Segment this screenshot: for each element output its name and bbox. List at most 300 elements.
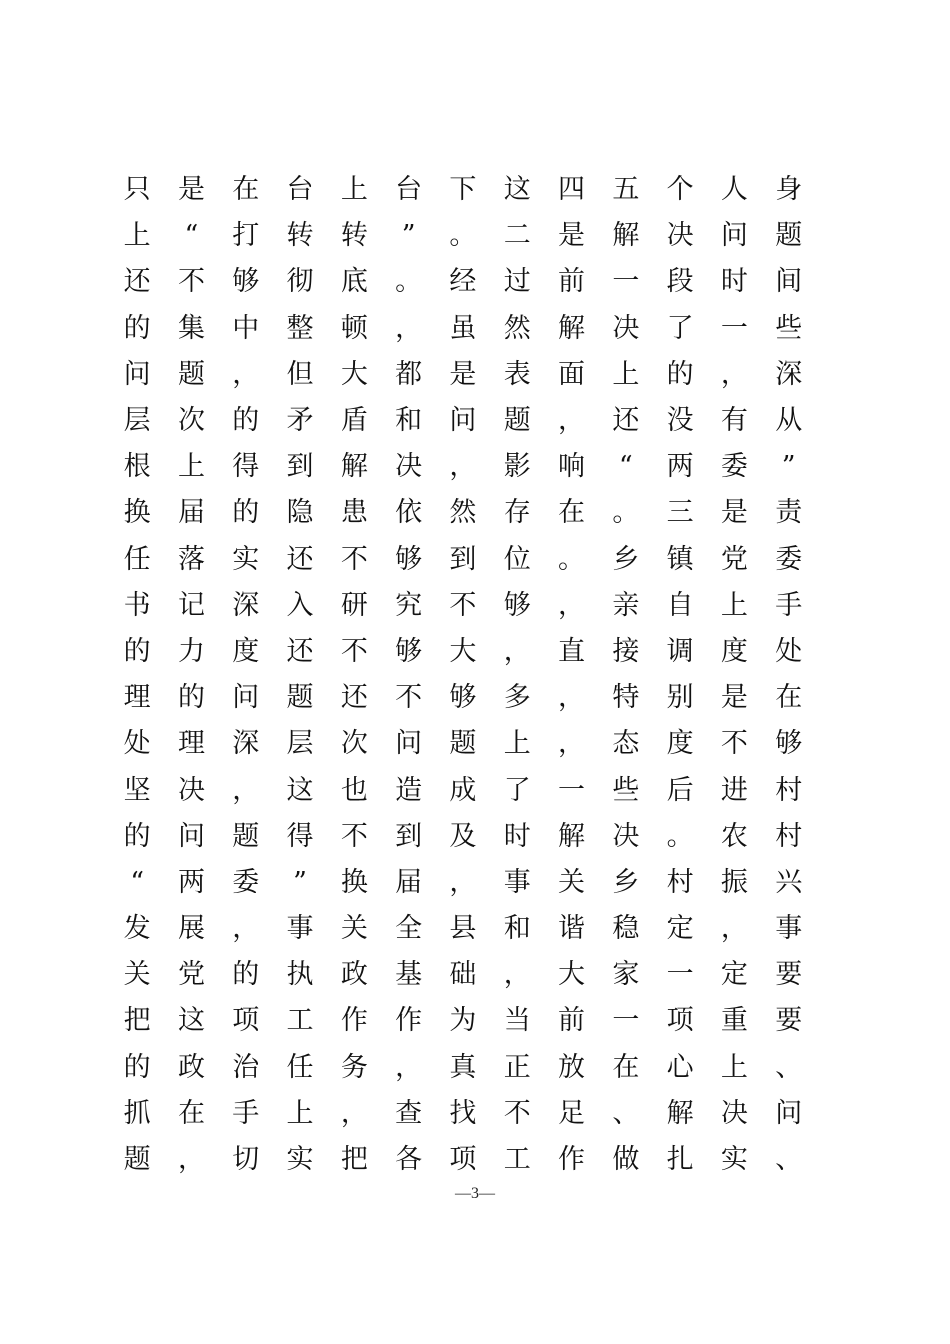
- text-char: 态: [612, 728, 640, 760]
- text-char: 作: [558, 1144, 586, 1176]
- text-char: 关: [558, 866, 586, 898]
- text-char: 不: [340, 543, 368, 575]
- text-char: 工: [503, 1144, 531, 1176]
- text-char: 自: [666, 589, 694, 621]
- text-char: 两: [177, 866, 205, 898]
- text-char: 项: [666, 1005, 694, 1037]
- text-char: 的: [123, 1051, 151, 1083]
- text-line: [110, 767, 816, 813]
- text-char: ，: [720, 913, 748, 945]
- text-char: 也: [340, 774, 368, 806]
- text-char: 是: [177, 174, 205, 206]
- text-char: 基: [395, 959, 423, 991]
- text-char: 问: [395, 728, 423, 760]
- text-char: “: [184, 220, 199, 252]
- text-char: 够: [395, 635, 423, 667]
- text-char: 在: [775, 682, 803, 714]
- text-char: 、: [775, 1051, 803, 1083]
- text-char: ，: [395, 1051, 423, 1083]
- text-char: 两: [666, 451, 694, 483]
- text-char: 足: [558, 1097, 586, 1129]
- text-char: 直: [558, 635, 586, 667]
- text-char: 及: [449, 820, 477, 852]
- text-char: 。: [558, 543, 586, 575]
- text-line: [110, 1091, 816, 1137]
- text-char: ”: [781, 451, 796, 483]
- text-char: 实: [720, 1144, 748, 1176]
- text-char: 只: [123, 174, 151, 206]
- text-char: 隐: [286, 497, 314, 529]
- text-char: 政: [177, 1051, 205, 1083]
- text-char: 些: [775, 312, 803, 344]
- text-char: 上: [123, 220, 151, 252]
- text-line: [110, 352, 816, 398]
- text-char: 依: [395, 497, 423, 529]
- text-char: 项: [232, 1005, 260, 1037]
- text-char: 换: [340, 866, 368, 898]
- text-char: 虽: [449, 312, 477, 344]
- text-char: 乡: [612, 866, 640, 898]
- text-char: 问: [775, 1097, 803, 1129]
- text-char: 到: [395, 820, 423, 852]
- text-line: [110, 1137, 816, 1183]
- text-char: 关: [123, 959, 151, 991]
- text-char: 不: [720, 728, 748, 760]
- text-char: 没: [666, 405, 694, 437]
- text-char: 然: [503, 312, 531, 344]
- text-char: 关: [340, 913, 368, 945]
- text-char: 盾: [340, 405, 368, 437]
- text-char: 得: [232, 451, 260, 483]
- text-char: 身: [775, 174, 803, 206]
- text-char: 一: [720, 312, 748, 344]
- text-char: 上: [340, 174, 368, 206]
- text-char: 全: [395, 913, 423, 945]
- text-line: [110, 814, 816, 860]
- text-char: 彻: [286, 266, 314, 298]
- text-char: 找: [449, 1097, 477, 1129]
- text-char: 深: [232, 728, 260, 760]
- text-char: 的: [123, 635, 151, 667]
- text-char: 届: [177, 497, 205, 529]
- text-char: 的: [123, 312, 151, 344]
- text-char: ，: [232, 774, 260, 806]
- text-char: 问: [449, 405, 477, 437]
- text-char: 的: [666, 358, 694, 390]
- text-char: 前: [558, 1005, 586, 1037]
- text-char: 解: [612, 220, 640, 252]
- text-char: 经: [449, 266, 477, 298]
- text-char: 研: [340, 589, 368, 621]
- text-char: 理: [177, 728, 205, 760]
- text-char: 村: [666, 866, 694, 898]
- text-char: 务: [340, 1051, 368, 1083]
- text-char: 然: [449, 497, 477, 529]
- text-char: 矛: [286, 405, 314, 437]
- text-char: 解: [558, 820, 586, 852]
- text-char: 一: [666, 959, 694, 991]
- text-char: ，: [177, 1144, 205, 1176]
- text-char: 解: [666, 1097, 694, 1129]
- text-char: 层: [286, 728, 314, 760]
- text-char: 处: [775, 635, 803, 667]
- text-char: 当: [503, 1005, 531, 1037]
- text-char: 但: [286, 358, 314, 390]
- text-char: ”: [293, 866, 307, 898]
- text-char: 够: [449, 682, 477, 714]
- text-char: 大: [340, 358, 368, 390]
- text-char: 得: [286, 820, 314, 852]
- text-char: 在: [177, 1097, 205, 1129]
- text-char: 时: [503, 820, 531, 852]
- text-char: 题: [286, 682, 314, 714]
- text-char: 。: [612, 497, 640, 529]
- text-char: 决: [177, 774, 205, 806]
- text-char: 成: [449, 774, 477, 806]
- text-char: 上: [286, 1097, 314, 1129]
- text-char: 问: [177, 820, 205, 852]
- text-char: 是: [720, 682, 748, 714]
- text-char: 。: [449, 220, 477, 252]
- text-char: 都: [395, 358, 423, 390]
- text-char: ，: [558, 589, 586, 621]
- page-number: —3—: [455, 1185, 495, 1202]
- text-char: 决: [666, 220, 694, 252]
- text-char: 扎: [666, 1144, 694, 1176]
- text-char: 的: [232, 497, 260, 529]
- text-char: 特: [612, 682, 640, 714]
- text-char: 题: [177, 358, 205, 390]
- text-char: 题: [775, 220, 803, 252]
- text-char: 存: [503, 497, 531, 529]
- text-char: 上: [720, 1051, 748, 1083]
- text-char: 手: [232, 1097, 260, 1129]
- text-char: “: [618, 451, 633, 483]
- text-char: 切: [232, 1144, 260, 1176]
- text-char: 定: [720, 959, 748, 991]
- text-char: 手: [775, 589, 803, 621]
- text-char: 换: [123, 497, 151, 529]
- text-char: 把: [340, 1144, 368, 1176]
- text-char: 中: [232, 312, 260, 344]
- text-char: 够: [503, 589, 531, 621]
- text-char: 这: [286, 774, 314, 806]
- text-char: 转: [340, 220, 368, 252]
- text-char: 打: [232, 220, 260, 252]
- text-line: [110, 721, 816, 767]
- text-char: 底: [340, 266, 368, 298]
- text-char: 要: [775, 959, 803, 991]
- text-char: 问: [720, 220, 748, 252]
- text-line: [110, 675, 816, 721]
- text-char: 后: [666, 774, 694, 806]
- text-char: 个: [666, 174, 694, 206]
- text-line: [110, 167, 816, 213]
- text-char: 上: [720, 589, 748, 621]
- text-char: 、: [612, 1097, 640, 1129]
- text-char: 入: [286, 589, 314, 621]
- text-char: 村: [775, 820, 803, 852]
- text-char: 整: [286, 312, 314, 344]
- text-char: 把: [123, 1005, 151, 1037]
- text-char: 题: [232, 820, 260, 852]
- text-char: 乡: [612, 543, 640, 575]
- text-char: 书: [123, 589, 151, 621]
- text-char: 事: [775, 913, 803, 945]
- text-char: 顿: [340, 312, 368, 344]
- text-char: 稳: [612, 913, 640, 945]
- text-char: 题: [449, 728, 477, 760]
- text-line: [110, 213, 816, 259]
- text-char: 深: [232, 589, 260, 621]
- text-char: 调: [666, 635, 694, 667]
- text-char: 人: [720, 174, 748, 206]
- text-char: 处: [123, 728, 151, 760]
- text-char: 展: [177, 913, 205, 945]
- text-char: 决: [612, 820, 640, 852]
- text-char: 村: [775, 774, 803, 806]
- text-char: 层: [123, 405, 151, 437]
- text-char: 间: [775, 266, 803, 298]
- text-char: ，: [340, 1097, 368, 1129]
- text-char: 兴: [775, 866, 803, 898]
- text-char: 够: [775, 728, 803, 760]
- text-line: [110, 583, 816, 629]
- text-char: 时: [720, 266, 748, 298]
- text-char: 做: [612, 1144, 640, 1176]
- text-char: 上: [177, 451, 205, 483]
- text-char: 作: [340, 1005, 368, 1037]
- text-char: 不: [449, 589, 477, 621]
- text-char: ，: [395, 312, 423, 344]
- text-line: [110, 952, 816, 998]
- text-char: 还: [286, 635, 314, 667]
- text-char: 的: [123, 820, 151, 852]
- text-char: 抓: [123, 1097, 151, 1129]
- text-char: ”: [401, 220, 416, 252]
- text-line: [110, 490, 816, 536]
- text-char: 影: [503, 451, 531, 483]
- text-char: 发: [123, 913, 151, 945]
- text-char: 党: [177, 959, 205, 991]
- text-char: 农: [720, 820, 748, 852]
- text-char: 解: [340, 451, 368, 483]
- text-char: 党: [720, 543, 748, 575]
- text-char: 为: [449, 1005, 477, 1037]
- text-line: [110, 906, 816, 952]
- text-char: 事: [286, 913, 314, 945]
- text-char: 前: [558, 266, 586, 298]
- text-char: 谐: [558, 913, 586, 945]
- text-char: 大: [449, 635, 477, 667]
- text-char: 过: [503, 266, 531, 298]
- text-char: 的: [232, 959, 260, 991]
- text-line: [110, 629, 816, 675]
- text-char: 度: [232, 635, 260, 667]
- text-char: 届: [395, 866, 423, 898]
- text-char: 上: [503, 728, 531, 760]
- text-char: 决: [612, 312, 640, 344]
- text-char: ，: [558, 682, 586, 714]
- text-char: 的: [177, 682, 205, 714]
- text-line: [110, 444, 816, 490]
- text-char: 落: [177, 543, 205, 575]
- text-char: 还: [123, 266, 151, 298]
- text-char: 四: [558, 174, 586, 206]
- text-char: 任: [123, 543, 151, 575]
- body-text: [110, 167, 816, 1183]
- text-char: 是: [720, 497, 748, 529]
- text-char: 还: [612, 405, 640, 437]
- text-char: 了: [503, 774, 531, 806]
- text-char: 力: [177, 635, 205, 667]
- text-char: 振: [720, 866, 748, 898]
- text-char: 在: [232, 174, 260, 206]
- text-char: 定: [666, 913, 694, 945]
- text-char: 记: [177, 589, 205, 621]
- text-char: 镇: [666, 543, 694, 575]
- text-char: 委: [775, 543, 803, 575]
- text-char: ，: [449, 866, 477, 898]
- text-line: [110, 860, 816, 906]
- text-char: 是: [449, 358, 477, 390]
- text-line: [110, 998, 816, 1044]
- text-char: 转: [286, 220, 314, 252]
- text-char: 要: [775, 1005, 803, 1037]
- text-char: 集: [177, 312, 205, 344]
- text-char: 些: [612, 774, 640, 806]
- text-char: 上: [612, 358, 640, 390]
- text-char: 决: [395, 451, 423, 483]
- text-char: 查: [395, 1097, 423, 1129]
- text-line: [110, 537, 816, 583]
- text-char: 够: [232, 266, 260, 298]
- text-char: 础: [449, 959, 477, 991]
- text-char: 和: [503, 913, 531, 945]
- text-char: 别: [666, 682, 694, 714]
- text-char: 县: [449, 913, 477, 945]
- text-char: 接: [612, 635, 640, 667]
- text-char: 重: [720, 1005, 748, 1037]
- text-char: 的: [232, 405, 260, 437]
- text-line: [110, 306, 816, 352]
- text-char: 委: [720, 451, 748, 483]
- text-char: 解: [558, 312, 586, 344]
- text-char: 真: [449, 1051, 477, 1083]
- text-char: 和: [395, 405, 423, 437]
- text-char: 不: [503, 1097, 531, 1129]
- text-char: 不: [340, 820, 368, 852]
- text-char: 作: [395, 1005, 423, 1037]
- text-char: 深: [775, 358, 803, 390]
- text-char: 心: [666, 1051, 694, 1083]
- text-char: ，: [558, 405, 586, 437]
- text-char: 责: [775, 497, 803, 529]
- text-line: [110, 259, 816, 305]
- text-char: 家: [612, 959, 640, 991]
- text-char: 大: [558, 959, 586, 991]
- text-char: 一: [612, 1005, 640, 1037]
- text-char: 问: [232, 682, 260, 714]
- text-char: 实: [286, 1144, 314, 1176]
- text-char: 还: [286, 543, 314, 575]
- text-char: 了: [666, 312, 694, 344]
- text-char: 还: [340, 682, 368, 714]
- text-char: 三: [666, 497, 694, 529]
- text-char: 在: [612, 1051, 640, 1083]
- text-char: 执: [286, 959, 314, 991]
- text-char: 下: [449, 174, 477, 206]
- text-char: 坚: [123, 774, 151, 806]
- text-char: 段: [666, 266, 694, 298]
- text-char: ，: [503, 959, 531, 991]
- text-char: 一: [612, 266, 640, 298]
- text-char: 题: [123, 1144, 151, 1176]
- text-char: 有: [720, 405, 748, 437]
- text-char: 问: [123, 358, 151, 390]
- text-char: ，: [558, 728, 586, 760]
- text-char: 治: [232, 1051, 260, 1083]
- text-char: 实: [232, 543, 260, 575]
- text-char: 多: [503, 682, 531, 714]
- text-char: 是: [558, 220, 586, 252]
- text-char: 。: [395, 266, 423, 298]
- text-char: ，: [503, 635, 531, 667]
- text-char: ，: [720, 358, 748, 390]
- text-char: 五: [612, 174, 640, 206]
- text-char: 从: [775, 405, 803, 437]
- text-char: ，: [232, 358, 260, 390]
- text-char: 究: [395, 589, 423, 621]
- text-char: 次: [177, 405, 205, 437]
- text-char: 台: [395, 174, 423, 206]
- text-char: 位: [503, 543, 531, 575]
- text-char: 到: [286, 451, 314, 483]
- text-char: 度: [666, 728, 694, 760]
- text-line: [110, 398, 816, 444]
- text-char: 患: [340, 497, 368, 529]
- text-char: 二: [503, 220, 531, 252]
- text-char: 事: [503, 866, 531, 898]
- text-char: 度: [720, 635, 748, 667]
- text-char: 在: [558, 497, 586, 529]
- text-char: 这: [503, 174, 531, 206]
- text-char: 面: [558, 358, 586, 390]
- text-char: 够: [395, 543, 423, 575]
- text-char: 正: [503, 1051, 531, 1083]
- text-char: 委: [232, 866, 260, 898]
- text-line: [110, 1045, 816, 1091]
- text-char: 理: [123, 682, 151, 714]
- text-char: 放: [558, 1051, 586, 1083]
- text-char: 不: [177, 266, 205, 298]
- text-char: 题: [503, 405, 531, 437]
- text-char: 。: [666, 820, 694, 852]
- text-char: 项: [449, 1144, 477, 1176]
- text-char: 造: [395, 774, 423, 806]
- text-char: 任: [286, 1051, 314, 1083]
- text-char: 政: [340, 959, 368, 991]
- text-char: 根: [123, 451, 151, 483]
- text-char: 进: [720, 774, 748, 806]
- text-char: 、: [775, 1144, 803, 1176]
- text-char: 各: [395, 1144, 423, 1176]
- text-char: 这: [177, 1005, 205, 1037]
- text-char: 表: [503, 358, 531, 390]
- text-char: 工: [286, 1005, 314, 1037]
- text-char: “: [130, 866, 145, 898]
- text-char: 不: [395, 682, 423, 714]
